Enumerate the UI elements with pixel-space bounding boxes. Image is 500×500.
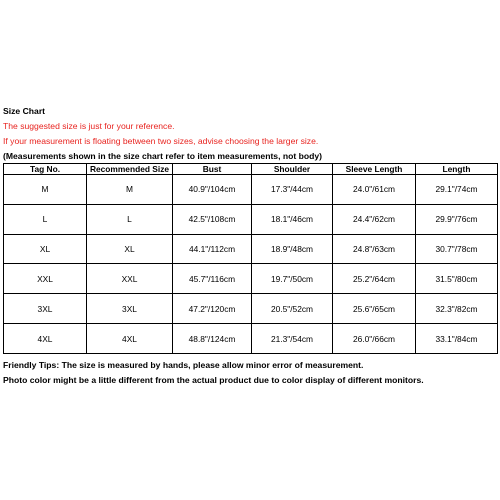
header-recommended-size: Recommended Size [87, 164, 173, 175]
size-table [3, 163, 498, 354]
cell-length: 31.5"/80cm [416, 264, 498, 294]
cell-sleeve-length: 24.4"/62cm [333, 204, 416, 234]
header-length: Length [416, 164, 498, 175]
photo-color-note: Photo color might be a little different from the actual product due to color display of different monitors. [3, 375, 424, 385]
cell-tag-no: L [4, 204, 87, 234]
cell-sleeve-length: 25.2"/64cm [333, 264, 416, 294]
cell-tag-no: 3XL [4, 294, 87, 324]
cell-length: 33.1"/84cm [416, 324, 498, 354]
cell-shoulder: 17.3"/44cm [252, 175, 333, 205]
friendly-tips: Friendly Tips: The size is measured by hands, please allow minor error of measurement. [3, 360, 364, 370]
table-row [4, 294, 498, 324]
cell-bust: 44.1"/112cm [173, 234, 252, 264]
table-row [4, 175, 498, 205]
table-row [4, 264, 498, 294]
size-chart-header [3, 104, 497, 164]
cell-recommended-size: M [87, 175, 173, 205]
header-sleeve-length: Sleeve Length [333, 164, 416, 175]
cell-recommended-size: 3XL [87, 294, 173, 324]
table-header-row [4, 164, 498, 175]
header-shoulder: Shoulder [252, 164, 333, 175]
cell-tag-no: XXL [4, 264, 87, 294]
header-tag-no: Tag No. [4, 164, 87, 175]
cell-recommended-size: 4XL [87, 324, 173, 354]
measurement-note: (Measurements shown in the size chart refer to item measurements, not body) [3, 151, 322, 161]
size-chart-title: Size Chart [3, 106, 46, 116]
table-row [4, 234, 498, 264]
cell-length: 29.1"/74cm [416, 175, 498, 205]
cell-shoulder: 21.3"/54cm [252, 324, 333, 354]
header-bust: Bust [173, 164, 252, 175]
larger-size-note: If your measurement is floating between two sizes, advise choosing the larger size. [3, 136, 319, 146]
cell-length: 29.9"/76cm [416, 204, 498, 234]
cell-bust: 47.2"/120cm [173, 294, 252, 324]
cell-length: 30.7"/78cm [416, 234, 498, 264]
cell-sleeve-length: 25.6"/65cm [333, 294, 416, 324]
cell-bust: 48.8"/124cm [173, 324, 252, 354]
cell-bust: 45.7"/116cm [173, 264, 252, 294]
cell-shoulder: 19.7"/50cm [252, 264, 333, 294]
size-chart-footer [3, 358, 497, 388]
cell-tag-no: M [4, 175, 87, 205]
cell-recommended-size: XL [87, 234, 173, 264]
cell-sleeve-length: 26.0"/66cm [333, 324, 416, 354]
cell-tag-no: XL [4, 234, 87, 264]
cell-sleeve-length: 24.0"/61cm [333, 175, 416, 205]
cell-bust: 40.9"/104cm [173, 175, 252, 205]
cell-recommended-size: XXL [87, 264, 173, 294]
cell-tag-no: 4XL [4, 324, 87, 354]
reference-note: The suggested size is just for your reference. [3, 121, 175, 131]
table-row [4, 204, 498, 234]
cell-length: 32.3"/82cm [416, 294, 498, 324]
cell-sleeve-length: 24.8"/63cm [333, 234, 416, 264]
cell-bust: 42.5"/108cm [173, 204, 252, 234]
cell-shoulder: 20.5"/52cm [252, 294, 333, 324]
cell-shoulder: 18.9"/48cm [252, 234, 333, 264]
cell-recommended-size: L [87, 204, 173, 234]
cell-shoulder: 18.1"/46cm [252, 204, 333, 234]
table-row [4, 324, 498, 354]
